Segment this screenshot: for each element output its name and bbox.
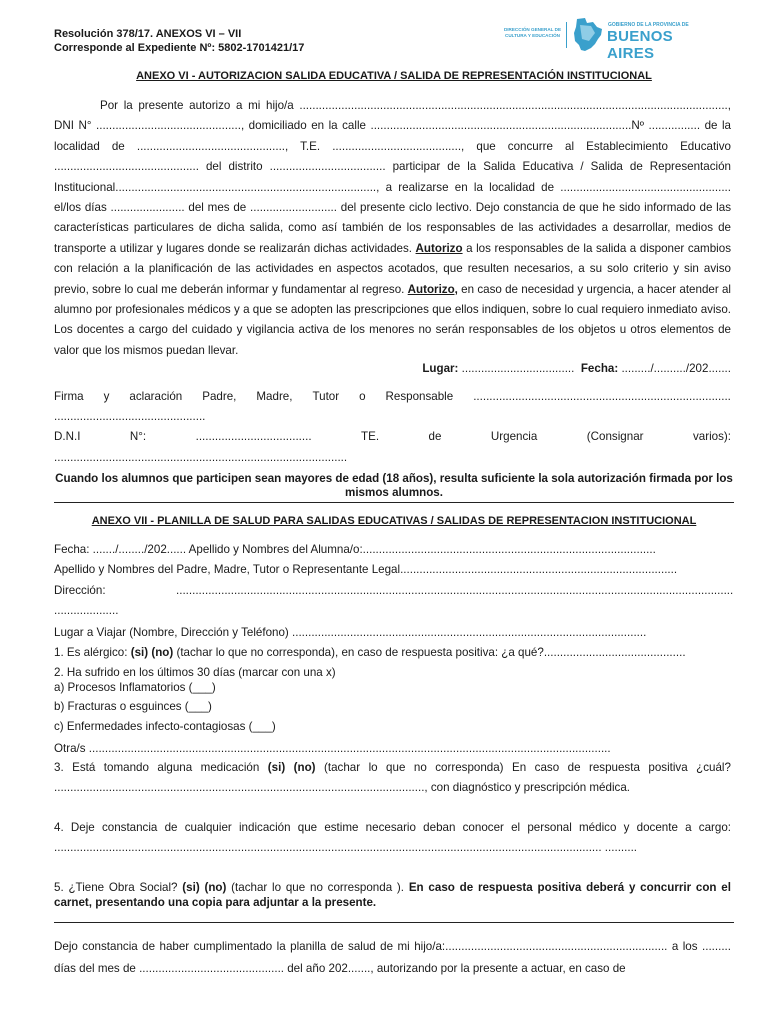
dni-blank: .................................... (195, 430, 312, 443)
question-health-insurance (54, 880, 731, 910)
signature-word: Padre, (202, 390, 237, 403)
dni-word: de (428, 430, 442, 443)
authorization-text-a: Por la presente autorizo a mi hijo/a ....................................................................................................................................., DNI N° ............................................., domiciliado en la calle .................................................................................Nº ................ de la localidad de .............................................., T.E. ........................................, que concurre al Establecimiento Educativo ............................................. del distrito .................................... participar de la Salida Educativa / Salida de Representación Institucional................................................................................., a realizarse en la localidad de ..................................................... el/los días ....................... del mes de ........................... del presente ciclo lectivo. Dejo constancia de que he sido informado de las características particulares de dicha salida, como así también de los responsables de las actividades a desarrollar, medios de transporte a utilizar y lugares donde se realizarán dichas actividades. (54, 99, 731, 255)
question-recent-conditions: 2. Ha sufrido en los últimos 30 días (marcar con una x) (54, 666, 336, 679)
condition-inflammatory: a) Procesos Inflamatorios (___) (54, 681, 216, 694)
question-allergies (54, 646, 731, 659)
expediente-line: Corresponde al Expediente Nº: 5802-1701421/17 (54, 42, 305, 54)
fecha-blank: ........./........../202....... (621, 362, 731, 375)
dni-word: Urgencia (490, 430, 538, 443)
logo-name: BUENOS AIRES (607, 28, 673, 62)
authorization-text-c: en caso de necesidad y urgencia, a hacer atender al alumno por profesionales médicos y a que se adopten las prescripciones que ellos indiquen, sobre lo cual requiero inmediato aviso. Los docentes a cargo del cuidado y vigilancia activa de los menores no serán responsables de los objetos u otros elementos de valor que los mismos puedan llevar. (54, 282, 731, 357)
medication-detail: (tachar lo que no corresponda) En caso de respuesta positiva ¿cuál? ..................................................................................................................., con diagnóstico y prescripción médica. (54, 761, 731, 795)
address-blank-cont: .................... (54, 604, 119, 617)
logo-divider (566, 22, 567, 48)
dni-word: (Consignar (586, 430, 644, 443)
section-divider (54, 502, 734, 503)
anexo-vi-title: ANEXO VI - AUTORIZACION SALIDA EDUCATIVA / SALIDA DE REPRESENTACIÓN INSTITUCIONAL (136, 70, 652, 82)
allergies-no-option: (no) (151, 646, 174, 659)
signature-word: o (359, 390, 366, 403)
lugar-label: Lugar: (422, 362, 459, 375)
guardian-name-line: Apellido y Nombres del Padre, Madre, Tutor o Representante Legal...................................................................................... (54, 563, 678, 576)
signature-word: Madre, (256, 390, 293, 403)
medication-yes-option: (si) (267, 761, 286, 774)
condition-fractures: b) Fracturas o esguinces (___) (54, 700, 212, 713)
medication-no-option: (no) (293, 761, 316, 774)
insurance-label: 5. ¿Tiene Obra Social? (54, 881, 178, 894)
signature-word: y (103, 390, 110, 403)
dni-word: N°: (129, 430, 147, 443)
place-date-line (54, 362, 731, 375)
signature-line (54, 390, 731, 403)
lugar-blank: ................................... (461, 362, 575, 375)
fecha-label: Fecha: (580, 362, 619, 375)
insurance-requirement: En caso de respuesta positiva deberá y concurrir con el carnet, presentando una copia para adjuntar a la presente. (54, 881, 731, 909)
authorization-paragraph (54, 96, 731, 361)
resolution-line: Resolución 378/17. ANEXOS VI – VII (54, 28, 242, 40)
allergies-detail: (tachar lo que no corresponda), en caso de respuesta positiva: ¿a qué?............................................ (176, 646, 686, 659)
travel-destination-line: Lugar a Viajar (Nombre, Dirección y Teléfono) .............................................................................................................. (54, 626, 647, 639)
logo-gov-text: GOBIERNO DE LA PROVINCIA DE (608, 22, 689, 28)
allergies-label: 1. Es alérgico: (54, 646, 128, 659)
insurance-no-option: (no) (204, 881, 227, 894)
closing-statement: Dejo constancia de haber cumplimentado la planilla de salud de mi hijo/a:..................................................................... a los ......... días del mes de ............................................. del año 202......., autorizando por la presente a actuar, en caso de (54, 940, 731, 975)
anexo-vii-title: ANEXO VII - PLANILLA DE SALUD PARA SALIDAS EDUCATIVAS / SALIDAS DE REPRESENTACION INSTITUCIONAL (91, 515, 697, 527)
logo-subtitle: DIRECCIÓN GENERAL DE CULTURA Y EDUCACIÓN (503, 27, 562, 38)
signature-word: Responsable (385, 390, 454, 403)
insurance-instruction: (tachar lo que no corresponda ). (231, 881, 405, 894)
province-logo (500, 16, 700, 62)
dni-word: TE. (361, 430, 380, 443)
health-date-student-line: Fecha: ......./......../202...... Apellido y Nombres del Alumna/o:........................................................................................... (54, 543, 656, 556)
signature-word: Firma (54, 390, 84, 403)
condition-infectious: c) Enfermedades infecto-contagiosas (___) (54, 720, 276, 733)
insurance-yes-option: (si) (182, 881, 200, 894)
medication-label: 3. Está tomando alguna medicación (54, 761, 260, 774)
autorizo-word-1: Autorizo (415, 241, 463, 255)
dni-word: varios): (692, 430, 731, 443)
dni-phone-line (54, 430, 731, 443)
autorizo-word-2: Autorizo, (407, 282, 458, 296)
address-line (54, 584, 734, 597)
section-divider-2 (54, 922, 734, 923)
allergies-yes-option: (si) (130, 646, 149, 659)
dni-word: D.N.I (54, 430, 81, 443)
address-blank: ............................................................................................................................................................................. (176, 584, 734, 597)
adult-students-note: Cuando los alumnos que participen sean mayores de edad (18 años), resulta suficiente la sola autorización firmada por los mismos alumnos. (55, 472, 733, 499)
other-conditions-line: Otra/s .................................................................................................................................................................. (54, 742, 611, 755)
authorization-text-b: a los responsables de la salida a disponer cambios con relación a la planificación de las actividades en aspectos acotados, que resulten necesarios, a su solo criterio y sin aviso previo, sobre lo cual me deberán informar y fundamentar al regreso. (54, 241, 731, 296)
document-header (54, 27, 304, 55)
signature-blank-cont: ............................................... (54, 410, 206, 423)
question-medication (54, 758, 731, 799)
province-map-icon (571, 17, 605, 53)
signature-blank: ................................................................................ (473, 390, 731, 403)
signature-word: aclaración (129, 390, 183, 403)
question-indications: 4. Deje constancia de cualquier indicación que estime necesario deban conocer el personal médico y docente a cargo: .......................................................................................................................................................................... .......... (54, 821, 731, 855)
phone-blank-cont: ........................................................................................... (54, 451, 348, 464)
signature-word: Tutor (312, 390, 340, 403)
address-label: Dirección: (54, 584, 106, 597)
